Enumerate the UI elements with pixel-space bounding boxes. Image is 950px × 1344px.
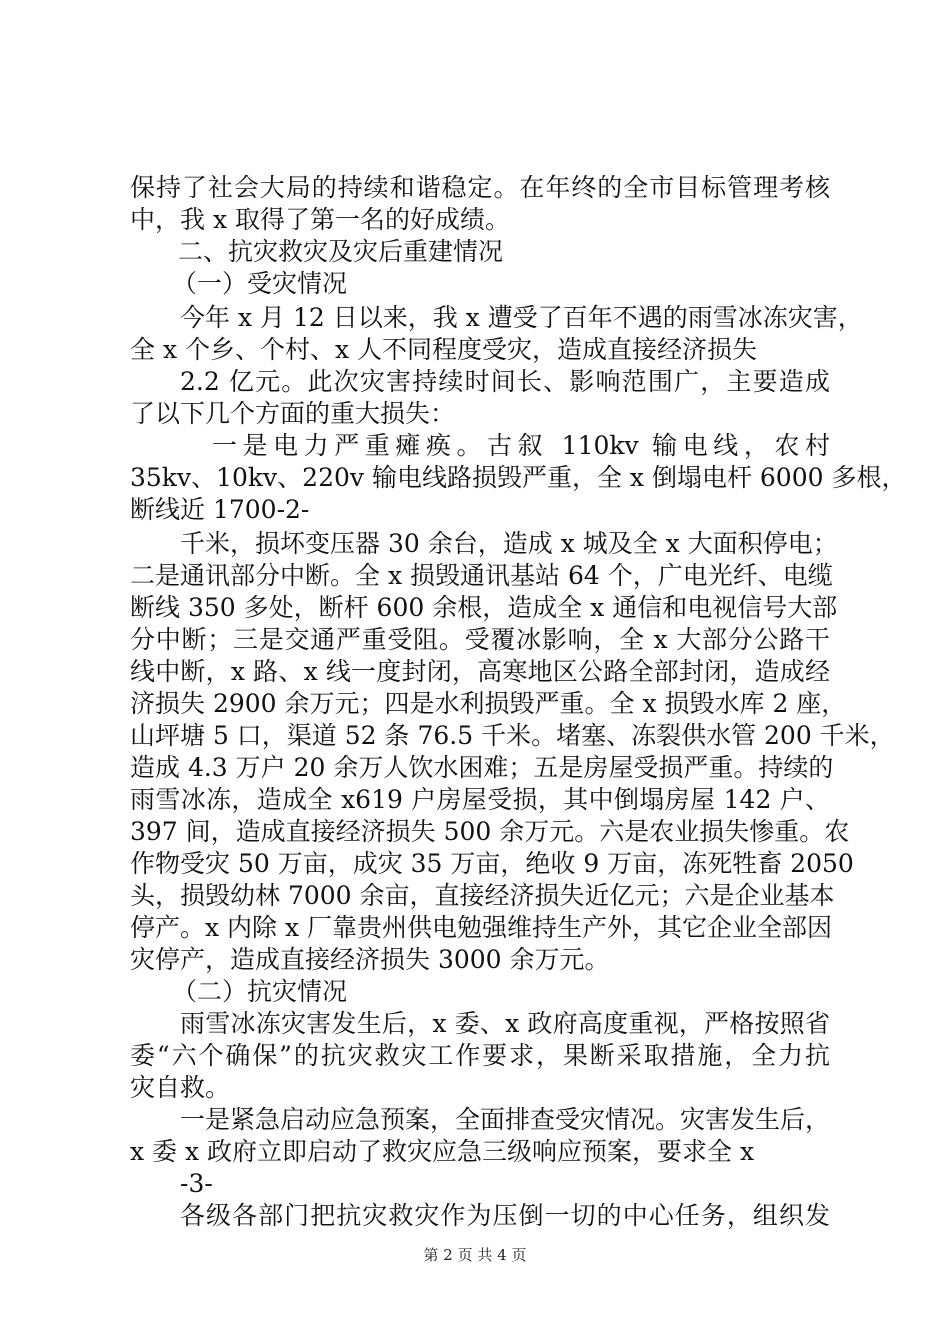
text-line: 397 间，造成直接经济损失 500 余万元。六是农业损失惨重。农	[130, 817, 850, 846]
page-footer: 第 2 页 共 4 页	[423, 1246, 527, 1264]
text-line: 断线 350 多处，断杆 600 余根，造成全 x 通信和电视信号大部	[130, 593, 838, 622]
text-line: 雨雪冰冻，造成全 x619 户房屋受损，其中倒塌房屋 142 户、	[130, 785, 830, 814]
text-line: 全 x 个乡、个村、x 人不同程度受灾，造成直接经济损失	[130, 335, 758, 364]
text-line: 灾停产，造成直接经济损失 3000 余万元。	[130, 945, 610, 974]
subsection-heading: （一）受灾情况	[172, 269, 348, 298]
text-line: 千米，损坏变压器 30 余台，造成 x 城及全 x 大面积停电；	[180, 529, 838, 558]
text-line: 一是紧急启动应急预案，全面排查受灾情况。灾害发生后，	[180, 1105, 831, 1134]
text-line: 保持了社会大局的持续和谐稳定。在年终的全市目标管理考核	[130, 173, 830, 202]
text-line: 二是通讯部分中断。全 x 损毁通讯基站 64 个，广电光纤、电缆	[130, 561, 833, 590]
text-line: 委“六个确保”的抗灾救灾工作要求，果断采取措施，全力抗	[130, 1041, 830, 1070]
text-line: 线中断，x 路、x 线一度封闭，高寒地区公路全部封闭，造成经	[130, 657, 830, 686]
text-line: 作物受灾 50 万亩，成灾 35 万亩，绝收 9 万亩，冻死牲畜 2050	[130, 849, 854, 878]
text-line: 一是电力严重瘫痪。古叙 110kv 输电线，农村	[212, 431, 830, 460]
page-marker: -3-	[180, 1169, 213, 1198]
text-line: 中，我 x 取得了第一名的好成绩。	[130, 205, 510, 234]
text-line: 今年 x 月 12 日以来，我 x 遭受了百年不遇的雨雪冰冻灾害，	[180, 303, 863, 332]
text-line: 停产。x 内除 x 厂靠贵州供电勉强维持生产外，其它企业全部因	[130, 913, 833, 942]
text-line: 了以下几个方面的重大损失：	[130, 399, 456, 428]
text-line: 35kv、10kv、220v 输电线路损毁严重，全 x 倒塌电杆 6000 多根，	[130, 463, 907, 492]
text-line: 山坪塘 5 口，渠道 52 条 76.5 千米。堵塞、冻裂供水管 200 千米，	[130, 721, 895, 750]
text-line: 雨雪冰冻灾害发生后，x 委、x 政府高度重视，严格按照省	[180, 1009, 830, 1038]
section-heading: 二、抗灾救灾及灾后重建情况	[178, 237, 504, 266]
text-line: 济损失 2900 余万元；四是水利损毁严重。全 x 损毁水库 2 座，	[130, 689, 847, 718]
text-line: 分中断；三是交通严重受阻。受覆冰影响，全 x 大部分公路干	[130, 625, 830, 654]
text-line: 各级各部门把抗灾救灾作为压倒一切的中心任务，组织发	[180, 1201, 830, 1230]
text-line: 造成 4.3 万户 20 余万人饮水困难；五是房屋受损严重。持续的	[130, 753, 834, 782]
text-line: 灾自救。	[130, 1073, 231, 1102]
text-line: x 委 x 政府立即启动了救灾应急三级响应预案，要求全 x	[130, 1137, 755, 1166]
text-line: 头，损毁幼林 7000 余亩，直接经济损失近亿元；六是企业基本	[130, 881, 835, 910]
subsection-heading: （二）抗灾情况	[172, 977, 348, 1006]
text-line: 2.2 亿元。此次灾害持续时间长、影响范围广，主要造成	[180, 367, 830, 396]
text-line: 断线近 1700-2-	[130, 495, 310, 524]
